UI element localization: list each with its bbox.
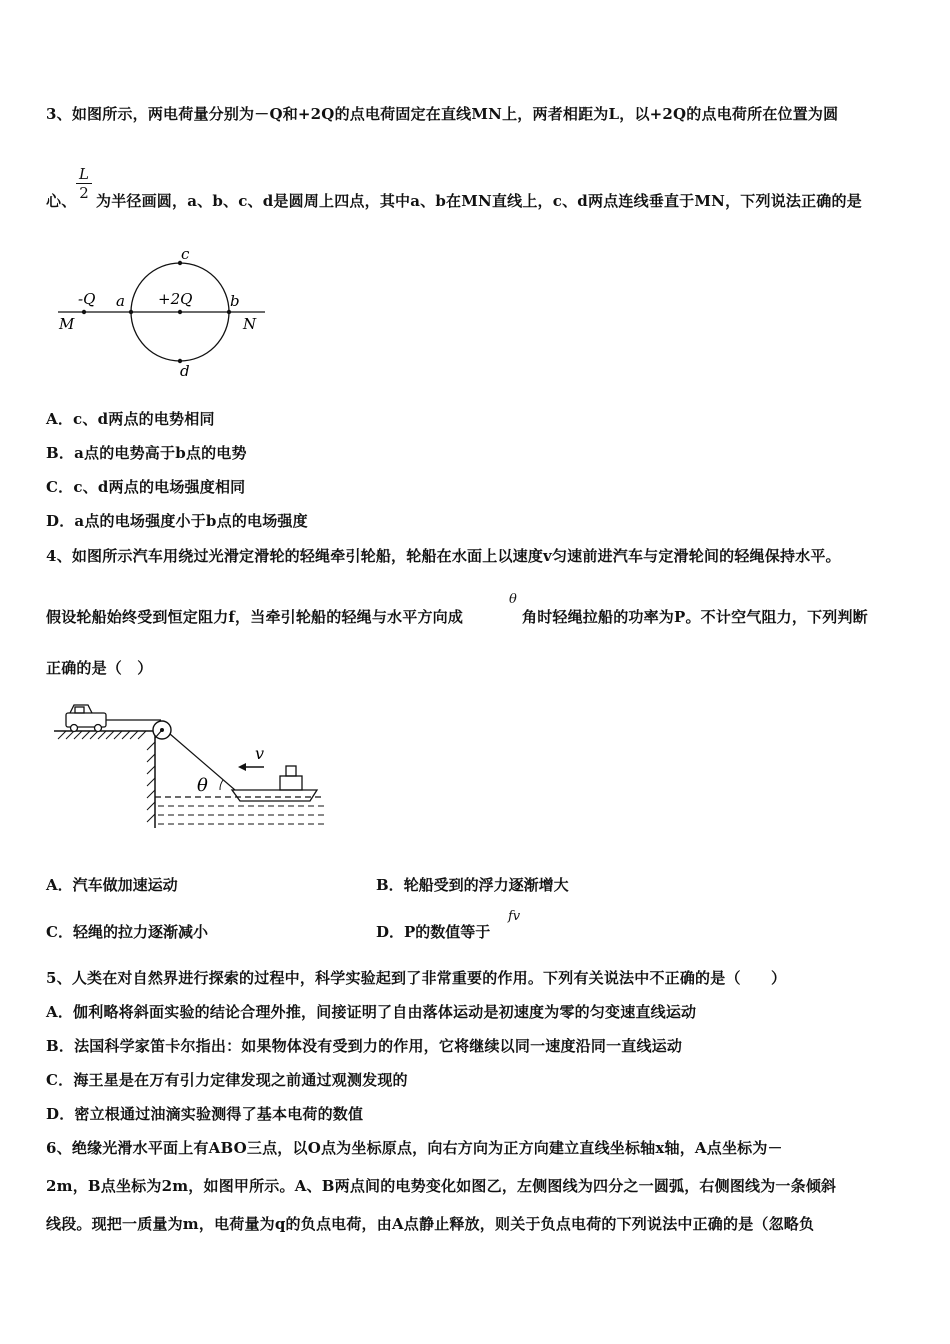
label-negQ: -Q <box>78 290 96 308</box>
q6-stem-line-1: 6、绝缘光滑水平面上有ABO三点，以O点为坐标原点，向右方向为正方向建立直线坐标轴x轴，A点坐标为－ <box>46 1139 783 1157</box>
q4-option-B[interactable]: B．轮船受到的浮力逐渐增大 <box>376 876 569 894</box>
label-b: b <box>230 292 240 310</box>
q6-stem-line-3: 线段。现把一质量为m，电荷量为q的负点电荷，由A点静止释放，则关于负点电荷的下列说法中正确的是（忽略负 <box>46 1215 815 1233</box>
q3-stem-line-1: 3、如图所示，两电荷量分别为－Q和+2Q的点电荷固定在直线MN上，两者相距为L，以+2Q的点电荷所在位置为圆 <box>46 105 839 123</box>
q5-option-B[interactable]: B．法国科学家笛卡尔指出：如果物体没有受到力的作用，它将继续以同一速度沿同一直线运动 <box>46 1037 683 1055</box>
boat <box>232 766 317 801</box>
fraction-denominator: 2 <box>79 184 89 202</box>
point-b <box>227 310 231 314</box>
q4-stem-line-1: 4、如图所示汽车用绕过光滑定滑轮的轻绳牵引轮船，轮船在水面上以速度v匀速前进汽车与定滑轮间的轻绳保持水平。 <box>46 547 841 565</box>
q3-option-D[interactable]: D．a点的电场强度小于b点的电场强度 <box>46 512 308 530</box>
car <box>66 705 106 732</box>
label-M: M <box>59 315 75 333</box>
q4-stem-line-2b: 角时轻绳拉船的功率为P。不计空气阻力，下列判断 <box>522 608 868 626</box>
q3-option-B[interactable]: B．a点的电势高于b点的电势 <box>46 444 247 462</box>
q3-stem-line-2a: 心、 <box>46 192 77 210</box>
label-d: d <box>180 362 190 380</box>
q5-stem: 5、人类在对自然界进行探索的过程中，科学实验起到了非常重要的作用。下列有关说法中不正确的是（ ） <box>46 969 787 987</box>
point-negQ <box>82 310 86 314</box>
theta-symbol: θ <box>509 592 517 607</box>
q5-option-C[interactable]: C．海王星是在万有引力定律发现之前通过观测发现的 <box>46 1071 408 1089</box>
wall-hatch <box>147 742 155 822</box>
q4-option-D[interactable]: D．P的数值等于 <box>376 923 491 941</box>
label-posQ: +2Q <box>158 290 193 308</box>
theta-arc <box>220 780 223 790</box>
q3-option-A[interactable]: A．c、d两点的电势相同 <box>46 410 215 428</box>
q4-stem-line-2a: 假设轮船始终受到恒定阻力f，当牵引轮船的轻绳与水平方向成 <box>46 608 464 626</box>
q3-stem-line-2b: 为半径画圆，a、b、c、d是圆周上四点，其中a、b在MN直线上，c、d两点连线垂直于MN，下列说法正确的是 <box>96 192 862 210</box>
q5-option-D[interactable]: D．密立根通过油滴实验测得了基本电荷的数值 <box>46 1105 364 1123</box>
label-a: a <box>116 292 125 310</box>
q3-circle-figure <box>50 240 280 385</box>
fraction-L-over-2 <box>76 165 92 202</box>
q3-option-C[interactable]: C．c、d两点的电场强度相同 <box>46 478 246 496</box>
q4-boat-figure <box>52 700 327 840</box>
q6-stem-line-2: 2m，B点坐标为2m，如图甲所示。A、B两点间的电势变化如图乙，左侧图线为四分之一圆弧，右侧图线为一条倾斜 <box>46 1177 837 1195</box>
fv-expression: fv <box>508 909 521 924</box>
q4-option-A[interactable]: A．汽车做加速运动 <box>46 876 178 894</box>
point-a <box>129 310 133 314</box>
label-theta: θ <box>197 775 208 796</box>
point-center <box>178 310 182 314</box>
velocity-arrowhead <box>238 763 246 771</box>
q4-option-C[interactable]: C．轻绳的拉力逐渐减小 <box>46 923 208 941</box>
q4-stem-line-3: 正确的是（ ） <box>46 659 153 677</box>
label-N: N <box>243 315 257 333</box>
label-c: c <box>181 245 190 263</box>
label-v: v <box>255 744 265 763</box>
q5-option-A[interactable]: A．伽利略将斜面实验的结论合理外推，间接证明了自由落体运动是初速度为零的匀变速直线运动 <box>46 1003 697 1021</box>
ground-hatch <box>58 731 146 739</box>
fraction-numerator: L <box>76 165 92 184</box>
